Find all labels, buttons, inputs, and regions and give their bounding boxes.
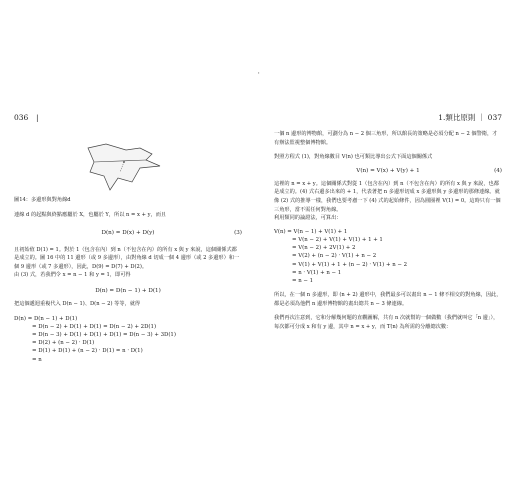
right-paragraph-4: 利用類同的論證法，可算出： [274, 215, 342, 222]
left-page-number: 036 [14, 113, 29, 122]
right-paragraph-5: 所以，在一個 n 多邊形，即 (n + 2) 邊形中，我們最多可以畫出 n − 1 條不相交的對角線，因此，都是必須為他們 n 邊形博物館的畫出總共 n − 3 條連線。 [274, 292, 502, 307]
right-paragraph-2: 對照方程式 (1)，對角線數目 V(n) 也可類比導出公式下面這個關係式 [274, 154, 433, 161]
derivation-line: = n − 1 [292, 277, 314, 284]
derivation-line: = V(n − 2) + V(1) + V(1) + 1 + 1 [292, 236, 383, 243]
right-paragraph-6: 我們再次注意到，它和分解幾何題的直觀圖解，共有 n 次就幫的一個做數（我們就叫它「n 邊」），每次都可分成 x 和有 y 邊，其中 n = x + y，而 T(n) 為所需的分離總次數： [274, 315, 499, 330]
equation-expression: D(n) = D(x) + D(y) [101, 229, 155, 236]
derivation-line: D(n) = D(n − 1) + D(1) [14, 315, 78, 322]
left-paragraph-2: 且初始值 D(1) = 1。對於 1（包含在內）到 n（不包含在內）的所有 x 與 y 來說，這個關係式都是成立的。圖 16 中的 11 邊形（或 9 多邊形），由對角線 d 切成一個 4 邊形（或 2 多邊形）和一個 9 邊形（或 7 多邊形），因此，D(9) = D(7) + D(2)。 [14, 246, 240, 270]
left-header-bar: | [36, 113, 39, 122]
derivation-line: = n [32, 356, 42, 363]
equation-expression: D(n) = D(n − 1) + D(1) [95, 287, 161, 294]
left-equation-recurrence [14, 286, 242, 296]
derivation-line: = D(n − 2) + D(1) + D(1) = D(n − 2) + 2D(1) [32, 323, 157, 330]
derivation-line: = V(2) + (n − 2) · V(1) + n − 2 [292, 253, 377, 260]
left-derivation [14, 315, 242, 364]
right-paragraph-3: 這裡的 n = x + y。這個關係式對從 1（包含在內）到 n（不包含在內）的所有 x 與 y 來說，也都是成立的。(4) 式右邊多出來的 + 1，代表著把 n 多邊形切成 x 多邊形與 y 多邊形的那條連線。就像 (2) 式的推導一樣，我們也要考慮一下 (4) 式的起始條件，因為圓圈裡 V(1) = 0。這時只有一個三角形，當不需任何對角線。 [274, 180, 501, 213]
left-paragraph-1: 連線 d 的起點與終點應屬於 X，也屬於 Y，所以 n = x + y，而且 [14, 212, 167, 218]
right-paragraph-1: 一個 n 邊形的博物館，可劃分為 n − 2 個三角形，所以館長的策略是必須分配 n − 2 個警衛，才有辦法監視整個博物館。 [274, 131, 498, 146]
derivation-line: = n · V(1) + n − 1 [292, 269, 342, 276]
equation-number: (3) [234, 229, 242, 236]
derivation-line: = D(n − 3) + D(1) + D(1) + D(1) = D(n − 3) + 3D(1) [32, 331, 176, 338]
polygon-figure [14, 142, 242, 194]
equation-expression: V(n) = V(x) + V(y) + 1 [356, 167, 420, 174]
right-page-header: 1.類比原則 ｜ 037 [438, 113, 502, 122]
equation-number: (4) [494, 167, 502, 174]
top-mark: ' [258, 72, 260, 79]
right-page [274, 112, 502, 332]
left-page [14, 112, 242, 364]
left-page-header [14, 112, 242, 124]
derivation-line: = V(1) + V(1) + 1 + (n − 2) · V(1) + n − 2 [292, 261, 408, 268]
polygon-diagonal-figure [14, 142, 242, 194]
derivation-line: V(n) = V(n − 1) + V(1) + 1 [274, 228, 348, 235]
left-paragraph-4: 把這個遞迴重複代入 D(n − 1)、D(n − 2) 等等，就得 [14, 300, 141, 307]
left-equation-3 [14, 228, 242, 238]
left-paragraph-3: 由 (3) 式，若我們令 x = n − 1 和 y = 1，即可得 [14, 272, 131, 279]
figure-caption: 圖14：多邊形與對角線d [14, 197, 71, 203]
derivation-line: = D(1) + D(1) + (n − 2) · D(1) = n · D(1) [32, 348, 143, 355]
derivation-line: = V(n − 2) + 2V(1) + 2 [292, 245, 356, 252]
right-derivation [274, 228, 502, 285]
right-equation-4 [274, 166, 502, 176]
derivation-line: = D(2) + (n − 2) · D(1) [32, 340, 95, 347]
